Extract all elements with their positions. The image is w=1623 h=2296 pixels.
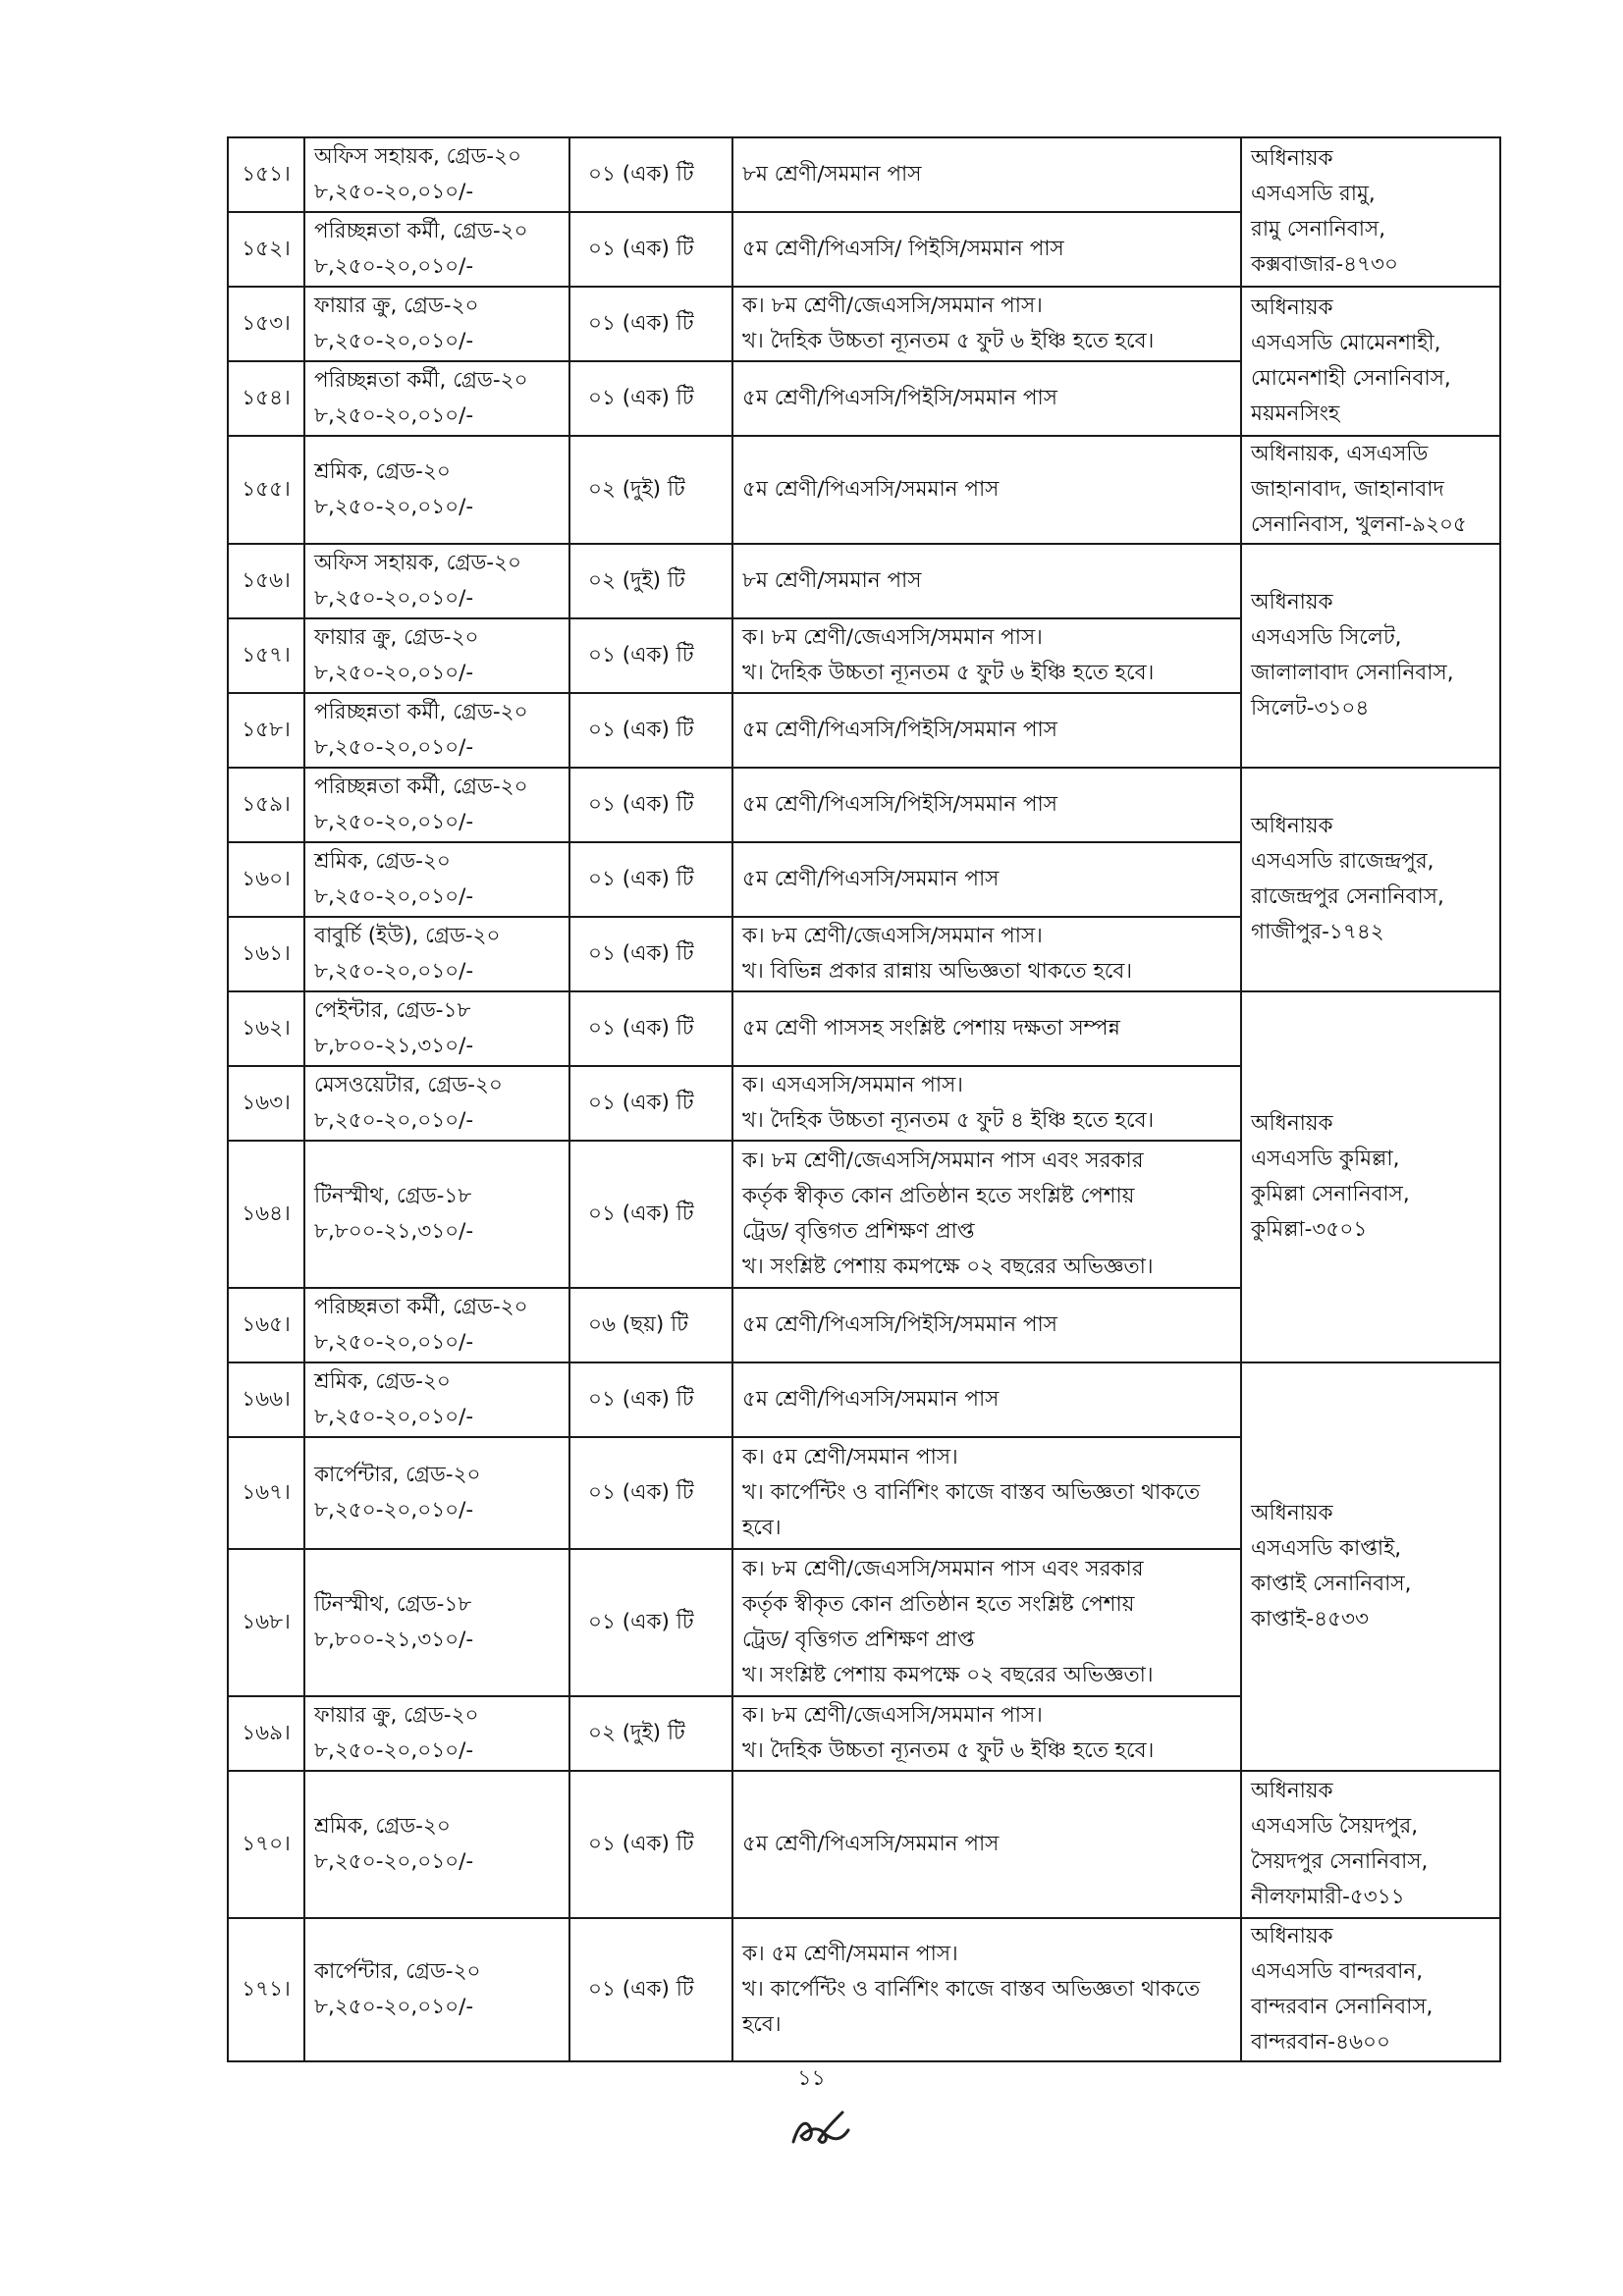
pay-scale: ৮,৮০০-২১,৩১০/-	[314, 1219, 474, 1244]
vacancy-count: ০১ (এক) টি	[588, 867, 694, 891]
pay-scale: ৮,২৫০-২০,০১০/-	[314, 180, 474, 204]
serial-number: ১৫৯।	[242, 792, 291, 817]
post-cell	[304, 287, 569, 361]
qualification-line: ৫ম শ্রেণী/পিএসসি/সমমান পাস	[742, 1387, 1000, 1412]
vacancy-count: ০১ (এক) টি	[588, 941, 694, 966]
serial-cell	[228, 693, 304, 768]
vacancy-count: ০১ (এক) টি	[588, 1201, 694, 1226]
qualification-cell	[732, 917, 1241, 991]
vacancy-count: ০১ (এক) টি	[588, 792, 694, 817]
table-row	[228, 768, 1500, 842]
serial-number: ১৬৯।	[242, 1721, 291, 1745]
office-address-line: সৈয়দপুর সেনানিবাস,	[1251, 1849, 1429, 1874]
qualification-cell	[732, 212, 1241, 287]
serial-cell	[228, 1771, 304, 1918]
qualification-cell	[732, 1066, 1241, 1141]
pay-scale: ৮,২৫০-২০,০১০/-	[314, 661, 474, 685]
qualification-line: খ। বিভিন্ন প্রকার রান্নায় অভিজ্ঞতা থাকতে হবে।	[742, 959, 1133, 984]
vacancy-count-cell	[569, 842, 732, 917]
vacancy-count-cell	[569, 1771, 732, 1918]
vacancy-count-cell	[569, 436, 732, 544]
serial-number: ১৬৫।	[242, 1312, 291, 1337]
serial-number: ১৬৬।	[242, 1387, 291, 1412]
serial-number: ১৭০।	[242, 1832, 291, 1856]
post-cell	[304, 436, 569, 544]
qualification-line: ক। ৮ম শ্রেণী/জেএসসি/সমমান পাস এবং সরকার	[742, 1148, 1144, 1173]
pay-scale: ৮,২৫০-২০,০১০/-	[314, 1849, 474, 1874]
office-address-line: এসএসডি কাপ্তাই,	[1251, 1536, 1402, 1561]
serial-cell	[228, 842, 304, 917]
pay-scale: ৮,২৫০-২০,০১০/-	[314, 586, 474, 611]
vacancy-count-cell	[569, 361, 732, 436]
qualification-cell	[732, 1696, 1241, 1771]
office-address-line: গাজীপুর-১৭৪২	[1251, 920, 1384, 944]
office-address-line: সিলেট-৩১০৪	[1251, 696, 1370, 721]
table-row	[228, 137, 1500, 212]
serial-number: ১৭১।	[242, 1977, 291, 2002]
post-cell	[304, 1771, 569, 1918]
post-name: পরিচ্ছন্নতা কর্মী, গ্রেড-২০	[314, 700, 528, 724]
pay-scale: ৮,৮০০-২১,৩১০/-	[314, 1034, 474, 1058]
qualification-line: ক। ৮ম শ্রেণী/জেএসসি/সমমান পাস।	[742, 625, 1043, 650]
post-cell	[304, 1918, 569, 2061]
qualification-cell	[732, 768, 1241, 842]
qualification-line: খ। দৈহিক উচ্চতা ন্যূনতম ৫ ফুট ৪ ইঞ্চি হতে হবে।	[742, 1108, 1155, 1133]
qualification-cell	[732, 693, 1241, 768]
office-cell	[1241, 768, 1500, 991]
serial-number: ১৫৫।	[242, 477, 291, 502]
serial-number: ১৫১।	[242, 162, 291, 187]
office-address-line: এসএসডি রামু,	[1251, 182, 1376, 206]
vacancy-count: ০১ (এক) টি	[588, 1832, 694, 1856]
office-address-line: অধিনায়ক	[1251, 295, 1333, 320]
qualification-line: খ। কার্পেন্টিং ও বার্নিশিং কাজে বাস্তব অভিজ্ঞতা থাকতে	[742, 1977, 1201, 2002]
pay-scale: ৮,২৫০-২০,০১০/-	[314, 403, 474, 428]
post-name: শ্রমিক, গ্রেড-২০	[314, 849, 451, 874]
post-name: কার্পেন্টার, গ্রেড-২০	[314, 1463, 481, 1487]
office-address-line: এসএসডি রাজেন্দ্রপুর,	[1251, 849, 1434, 874]
vacancy-count: ০২ (দুই) টি	[588, 477, 685, 502]
post-name: টিনস্মীথ, গ্রেড-১৮	[314, 1592, 472, 1617]
serial-cell	[228, 1696, 304, 1771]
vacancy-count-cell	[569, 693, 732, 768]
serial-cell	[228, 1362, 304, 1437]
qualification-cell	[732, 618, 1241, 693]
office-address-line: অধিনায়ক, এসএসডি	[1251, 442, 1429, 466]
pay-scale: ৮,২৫০-২০,০১০/-	[314, 1108, 474, 1133]
post-name: ফায়ার ক্রু, গ্রেড-২০	[314, 294, 479, 318]
vacancy-count: ০১ (এক) টি	[588, 1977, 694, 2002]
serial-number: ১৫৬।	[242, 568, 291, 593]
office-address-line: কুমিল্লা-৩৫০১	[1251, 1217, 1368, 1242]
office-address-line: কাপ্তাই-৪৫৩৩	[1251, 1607, 1369, 1631]
qualification-line: খ। দৈহিক উচ্চতা ন্যূনতম ৫ ফুট ৬ ইঞ্চি হতে হবে।	[742, 329, 1155, 353]
serial-number: ১৫৮।	[242, 718, 291, 742]
office-address-line: বান্দরবান সেনানিবাস,	[1251, 1995, 1434, 2019]
qualification-line: কর্তৃক স্বীকৃত কোন প্রতিষ্ঠান হতে সংশ্লিষ্ট পেশায়	[742, 1184, 1135, 1208]
office-address-line: এসএসডি বান্দরবান,	[1251, 1959, 1424, 1984]
qualification-line: ৮ম শ্রেণী/সমমান পাস	[742, 568, 922, 593]
vacancy-count-cell	[569, 1437, 732, 1549]
qualification-cell	[732, 436, 1241, 544]
office-address-line: নীলফামারী-৫৩১১	[1251, 1885, 1405, 1909]
qualification-cell	[732, 544, 1241, 618]
table-row	[228, 544, 1500, 618]
post-name: শ্রমিক, গ্রেড-২০	[314, 1814, 451, 1839]
post-name: কার্পেন্টার, গ্রেড-২০	[314, 1959, 481, 1984]
post-cell	[304, 137, 569, 212]
office-address-line: অধিনায়ক	[1251, 1501, 1333, 1525]
serial-number: ১৫৩।	[242, 311, 291, 336]
post-cell	[304, 361, 569, 436]
pay-scale: ৮,২৫০-২০,০১০/-	[314, 1738, 474, 1763]
office-address-line: এসএসডি মোমেনশাহী,	[1251, 331, 1441, 355]
qualification-line: ৫ম শ্রেণী/পিএসসি/সমমান পাস	[742, 867, 1000, 891]
office-address-line: মোমেনশাহী সেনানিবাস,	[1251, 366, 1451, 391]
table-row	[228, 991, 1500, 1066]
table-row	[228, 436, 1500, 544]
post-cell	[304, 1066, 569, 1141]
office-address-line: ময়মনসিংহ	[1251, 401, 1340, 426]
job-vacancy-table	[227, 136, 1501, 2062]
qualification-line: ক। ৮ম শ্রেণী/জেএসসি/সমমান পাস।	[742, 924, 1043, 948]
pay-scale: ৮,২৫০-২০,০১০/-	[314, 1405, 474, 1429]
pay-scale: ৮,২৫০-২০,০১০/-	[314, 810, 474, 834]
office-address-line: অধিনায়ক	[1251, 590, 1333, 614]
office-address-line: এসএসডি সিলেট,	[1251, 625, 1402, 650]
qualification-line: ৮ম শ্রেণী/সমমান পাস	[742, 162, 922, 187]
serial-number: ১৬১।	[242, 941, 291, 966]
serial-cell	[228, 212, 304, 287]
pay-scale: ৮,২৫০-২০,০১০/-	[314, 959, 474, 984]
office-address-line: জাহানাবাদ, জাহানাবাদ	[1251, 477, 1444, 502]
qualification-cell	[732, 1141, 1241, 1288]
vacancy-count: ০৬ (ছয়) টি	[588, 1312, 688, 1337]
office-address-line: অধিনায়ক	[1251, 1924, 1333, 1949]
qualification-line: হবে।	[742, 1516, 782, 1540]
qualification-line: হবে।	[742, 2012, 782, 2037]
vacancy-count-cell	[569, 544, 732, 618]
qualification-line: খ। দৈহিক উচ্চতা ন্যূনতম ৫ ফুট ৬ ইঞ্চি হতে হবে।	[742, 661, 1155, 685]
qualification-line: ক। ৫ম শ্রেণী/সমমান পাস।	[742, 1445, 958, 1469]
qualification-cell	[732, 1437, 1241, 1549]
office-address-line: অধিনায়ক	[1251, 1111, 1333, 1136]
serial-number: ১৬৪।	[242, 1201, 291, 1226]
serial-cell	[228, 544, 304, 618]
qualification-line: খ। কার্পেন্টিং ও বার্নিশিং কাজে বাস্তব অভিজ্ঞতা থাকতে	[742, 1480, 1201, 1505]
qualification-line: ৫ম শ্রেণী পাসসহ সংশ্লিষ্ট পেশায় দক্ষতা সম্পন্ন	[742, 1016, 1120, 1041]
office-address-line: অধিনায়ক	[1251, 1779, 1333, 1803]
office-address-line: এসএসডি কুমিল্লা,	[1251, 1147, 1400, 1171]
office-cell	[1241, 137, 1500, 287]
post-name: পরিচ্ছন্নতা কর্মী, গ্রেড-২০	[314, 219, 528, 243]
office-cell	[1241, 436, 1500, 544]
qualification-cell	[732, 1771, 1241, 1918]
qualification-cell	[732, 991, 1241, 1066]
post-cell	[304, 842, 569, 917]
vacancy-count: ০১ (এক) টি	[588, 1610, 694, 1634]
serial-cell	[228, 137, 304, 212]
office-address-line: বান্দরবান-৪৬০০	[1251, 2030, 1390, 2055]
vacancy-count: ০১ (এক) টি	[588, 643, 694, 667]
qualification-line: ৫ম শ্রেণী/পিএসসি/পিইসি/সমমান পাস	[742, 718, 1057, 742]
vacancy-count-cell	[569, 1288, 732, 1362]
qualification-line: ৫ম শ্রেণী/পিএসসি/সমমান পাস	[742, 1832, 1000, 1856]
serial-number: ১৬২।	[242, 1016, 291, 1041]
pay-scale: ৮,৮০০-২১,৩১০/-	[314, 1628, 474, 1652]
office-cell	[1241, 544, 1500, 768]
qualification-cell	[732, 1918, 1241, 2061]
vacancy-count: ০২ (দুই) টি	[588, 568, 685, 593]
qualification-line: কর্তৃক স্বীকৃত কোন প্রতিষ্ঠান হতে সংশ্লিষ্ট পেশায়	[742, 1592, 1135, 1617]
post-cell	[304, 544, 569, 618]
office-address-line: এসএসডি সৈয়দপুর,	[1251, 1814, 1419, 1839]
vacancy-count-cell	[569, 991, 732, 1066]
office-cell	[1241, 1918, 1500, 2061]
vacancy-count: ০২ (দুই) টি	[588, 1721, 685, 1745]
vacancy-count: ০১ (এক) টি	[588, 162, 694, 187]
page-number: ১১	[797, 2066, 826, 2091]
vacancy-count-cell	[569, 1141, 732, 1288]
qualification-line: খ। সংশ্লিষ্ট পেশায় কমপক্ষে ০২ বছরের অভিজ্ঞতা।	[742, 1255, 1154, 1279]
post-name: টিনস্মীথ, গ্রেড-১৮	[314, 1184, 472, 1208]
serial-cell	[228, 1549, 304, 1696]
vacancy-count-cell	[569, 1549, 732, 1696]
serial-number: ১৫৭।	[242, 643, 291, 667]
pay-scale: ৮,২৫০-২০,০১০/-	[314, 735, 474, 760]
table-row	[228, 1918, 1500, 2061]
vacancy-count-cell	[569, 1696, 732, 1771]
qualification-line: ৫ম শ্রেণী/পিএসসি/সমমান পাস	[742, 477, 1000, 502]
vacancy-count-cell	[569, 1362, 732, 1437]
serial-number: ১৫২।	[242, 237, 291, 261]
post-cell	[304, 768, 569, 842]
qualification-line: ট্রেড/ বৃত্তিগত প্রশিক্ষণ প্রাপ্ত	[742, 1219, 975, 1244]
qualification-line: ৫ম শ্রেণী/পিএসসি/ পিইসি/সমমান পাস	[742, 237, 1064, 261]
qualification-cell	[732, 287, 1241, 361]
post-name: শ্রমিক, গ্রেড-২০	[314, 459, 451, 484]
vacancy-count: ০১ (এক) টি	[588, 1480, 694, 1505]
qualification-line: ক। ৮ম শ্রেণী/জেএসসি/সমমান পাস।	[742, 1703, 1043, 1728]
post-name: মেসওয়েটার, গ্রেড-২০	[314, 1073, 503, 1097]
office-address-line: সেনানিবাস, খুলনা-৯২০৫	[1251, 512, 1467, 537]
serial-cell	[228, 618, 304, 693]
vacancy-count: ০১ (এক) টি	[588, 311, 694, 336]
office-cell	[1241, 991, 1500, 1362]
table-row	[228, 1771, 1500, 1918]
post-cell	[304, 1696, 569, 1771]
post-name: বাবুর্চি (ইউ), গ্রেড-২০	[314, 924, 501, 948]
post-cell	[304, 618, 569, 693]
qualification-line: ৫ম শ্রেণী/পিএসসি/পিইসি/সমমান পাস	[742, 1312, 1057, 1337]
post-name: শ্রমিক, গ্রেড-২০	[314, 1369, 451, 1394]
vacancy-count: ০১ (এক) টি	[588, 1387, 694, 1412]
qualification-cell	[732, 1549, 1241, 1696]
pay-scale: ৮,২৫০-২০,০১০/-	[314, 1330, 474, 1355]
post-cell	[304, 1141, 569, 1288]
qualification-line: ক। ৮ম শ্রেণী/জেএসসি/সমমান পাস।	[742, 294, 1043, 318]
vacancy-count-cell	[569, 1066, 732, 1141]
vacancy-count: ০১ (এক) টি	[588, 718, 694, 742]
qualification-cell	[732, 1288, 1241, 1362]
office-address-line: কাপ্তাই সেনানিবাস,	[1251, 1572, 1412, 1596]
post-name: পরিচ্ছন্নতা কর্মী, গ্রেড-২০	[314, 1295, 528, 1319]
vacancy-count: ০১ (এক) টি	[588, 1016, 694, 1041]
serial-number: ১৫৪।	[242, 386, 291, 410]
pay-scale: ৮,২৫০-২০,০১০/-	[314, 329, 474, 353]
vacancy-count-cell	[569, 212, 732, 287]
qualification-line: ক। ৫ম শ্রেণী/সমমান পাস।	[742, 1942, 958, 1966]
qualification-line: ক। এসএসসি/সমমান পাস।	[742, 1073, 963, 1097]
vacancy-count: ০১ (এক) টি	[588, 1091, 694, 1115]
qualification-cell	[732, 1362, 1241, 1437]
post-cell	[304, 917, 569, 991]
qualification-cell	[732, 842, 1241, 917]
qualification-line: খ। সংশ্লিষ্ট পেশায় কমপক্ষে ০২ বছরের অভিজ্ঞতা।	[742, 1663, 1154, 1687]
office-address-line: অধিনায়ক	[1251, 814, 1333, 838]
qualification-cell	[732, 137, 1241, 212]
pay-scale: ৮,২৫০-২০,০১০/-	[314, 254, 474, 279]
serial-cell	[228, 1288, 304, 1362]
office-address-line: কক্সবাজার-৪৭৩০	[1251, 252, 1398, 277]
post-cell	[304, 991, 569, 1066]
post-name: অফিস সহায়ক, গ্রেড-২০	[314, 551, 521, 575]
qualification-line: ৫ম শ্রেণী/পিএসসি/পিইসি/সমমান পাস	[742, 386, 1057, 410]
post-name: অফিস সহায়ক, গ্রেড-২০	[314, 144, 521, 169]
vacancy-count-cell	[569, 618, 732, 693]
post-name: ফায়ার ক্রু, গ্রেড-২০	[314, 1703, 479, 1728]
office-address-line: রাজেন্দ্রপুর সেনানিবাস,	[1251, 884, 1444, 909]
post-name: পেইন্টার, গ্রেড-১৮	[314, 998, 471, 1023]
office-cell	[1241, 287, 1500, 436]
vacancy-count-cell	[569, 768, 732, 842]
serial-cell	[228, 436, 304, 544]
pay-scale: ৮,২৫০-২০,০১০/-	[314, 884, 474, 909]
office-address-line: কুমিল্লা সেনানিবাস,	[1251, 1182, 1410, 1206]
serial-cell	[228, 1066, 304, 1141]
post-cell	[304, 693, 569, 768]
handwritten-signature	[785, 2101, 854, 2163]
post-name: পরিচ্ছন্নতা কর্মী, গ্রেড-২০	[314, 368, 528, 393]
qualification-line: ৫ম শ্রেণী/পিএসসি/পিইসি/সমমান পাস	[742, 792, 1057, 817]
pay-scale: ৮,২৫০-২০,০১০/-	[314, 495, 474, 519]
qualification-line: ট্রেড/ বৃত্তিগত প্রশিক্ষণ প্রাপ্ত	[742, 1628, 975, 1652]
serial-cell	[228, 768, 304, 842]
post-name: পরিচ্ছন্নতা কর্মী, গ্রেড-২০	[314, 774, 528, 799]
office-cell	[1241, 1362, 1500, 1771]
post-cell	[304, 1549, 569, 1696]
serial-number: ১৬৭।	[242, 1480, 291, 1505]
office-address-line: জালালাবাদ সেনানিবাস,	[1251, 661, 1454, 685]
office-address-line: অধিনায়ক	[1251, 146, 1333, 171]
serial-cell	[228, 1141, 304, 1288]
post-cell	[304, 1437, 569, 1549]
post-cell	[304, 1362, 569, 1437]
serial-cell	[228, 991, 304, 1066]
qualification-line: ক। ৮ম শ্রেণী/জেএসসি/সমমান পাস এবং সরকার	[742, 1557, 1144, 1581]
serial-cell	[228, 1437, 304, 1549]
vacancy-count-cell	[569, 287, 732, 361]
post-cell	[304, 1288, 569, 1362]
pay-scale: ৮,২৫০-২০,০১০/-	[314, 1498, 474, 1522]
serial-number: ১৬০।	[242, 867, 291, 891]
post-name: ফায়ার ক্রু, গ্রেড-২০	[314, 625, 479, 650]
qualification-cell	[732, 361, 1241, 436]
serial-cell	[228, 287, 304, 361]
office-address-line: রামু সেনানিবাস,	[1251, 217, 1386, 241]
serial-cell	[228, 361, 304, 436]
table-row	[228, 287, 1500, 361]
serial-number: ১৬৮।	[242, 1610, 291, 1634]
table-row	[228, 1362, 1500, 1437]
serial-cell	[228, 1918, 304, 2061]
vacancy-count-cell	[569, 137, 732, 212]
pay-scale: ৮,২৫০-২০,০১০/-	[314, 1995, 474, 2019]
post-cell	[304, 212, 569, 287]
vacancy-count-cell	[569, 1918, 732, 2061]
qualification-line: খ। দৈহিক উচ্চতা ন্যূনতম ৫ ফুট ৬ ইঞ্চি হতে হবে।	[742, 1738, 1155, 1763]
vacancy-count: ০১ (এক) টি	[588, 237, 694, 261]
vacancy-count: ০১ (এক) টি	[588, 386, 694, 410]
serial-cell	[228, 917, 304, 991]
serial-number: ১৬৩।	[242, 1091, 291, 1115]
vacancy-count-cell	[569, 917, 732, 991]
office-cell	[1241, 1771, 1500, 1918]
